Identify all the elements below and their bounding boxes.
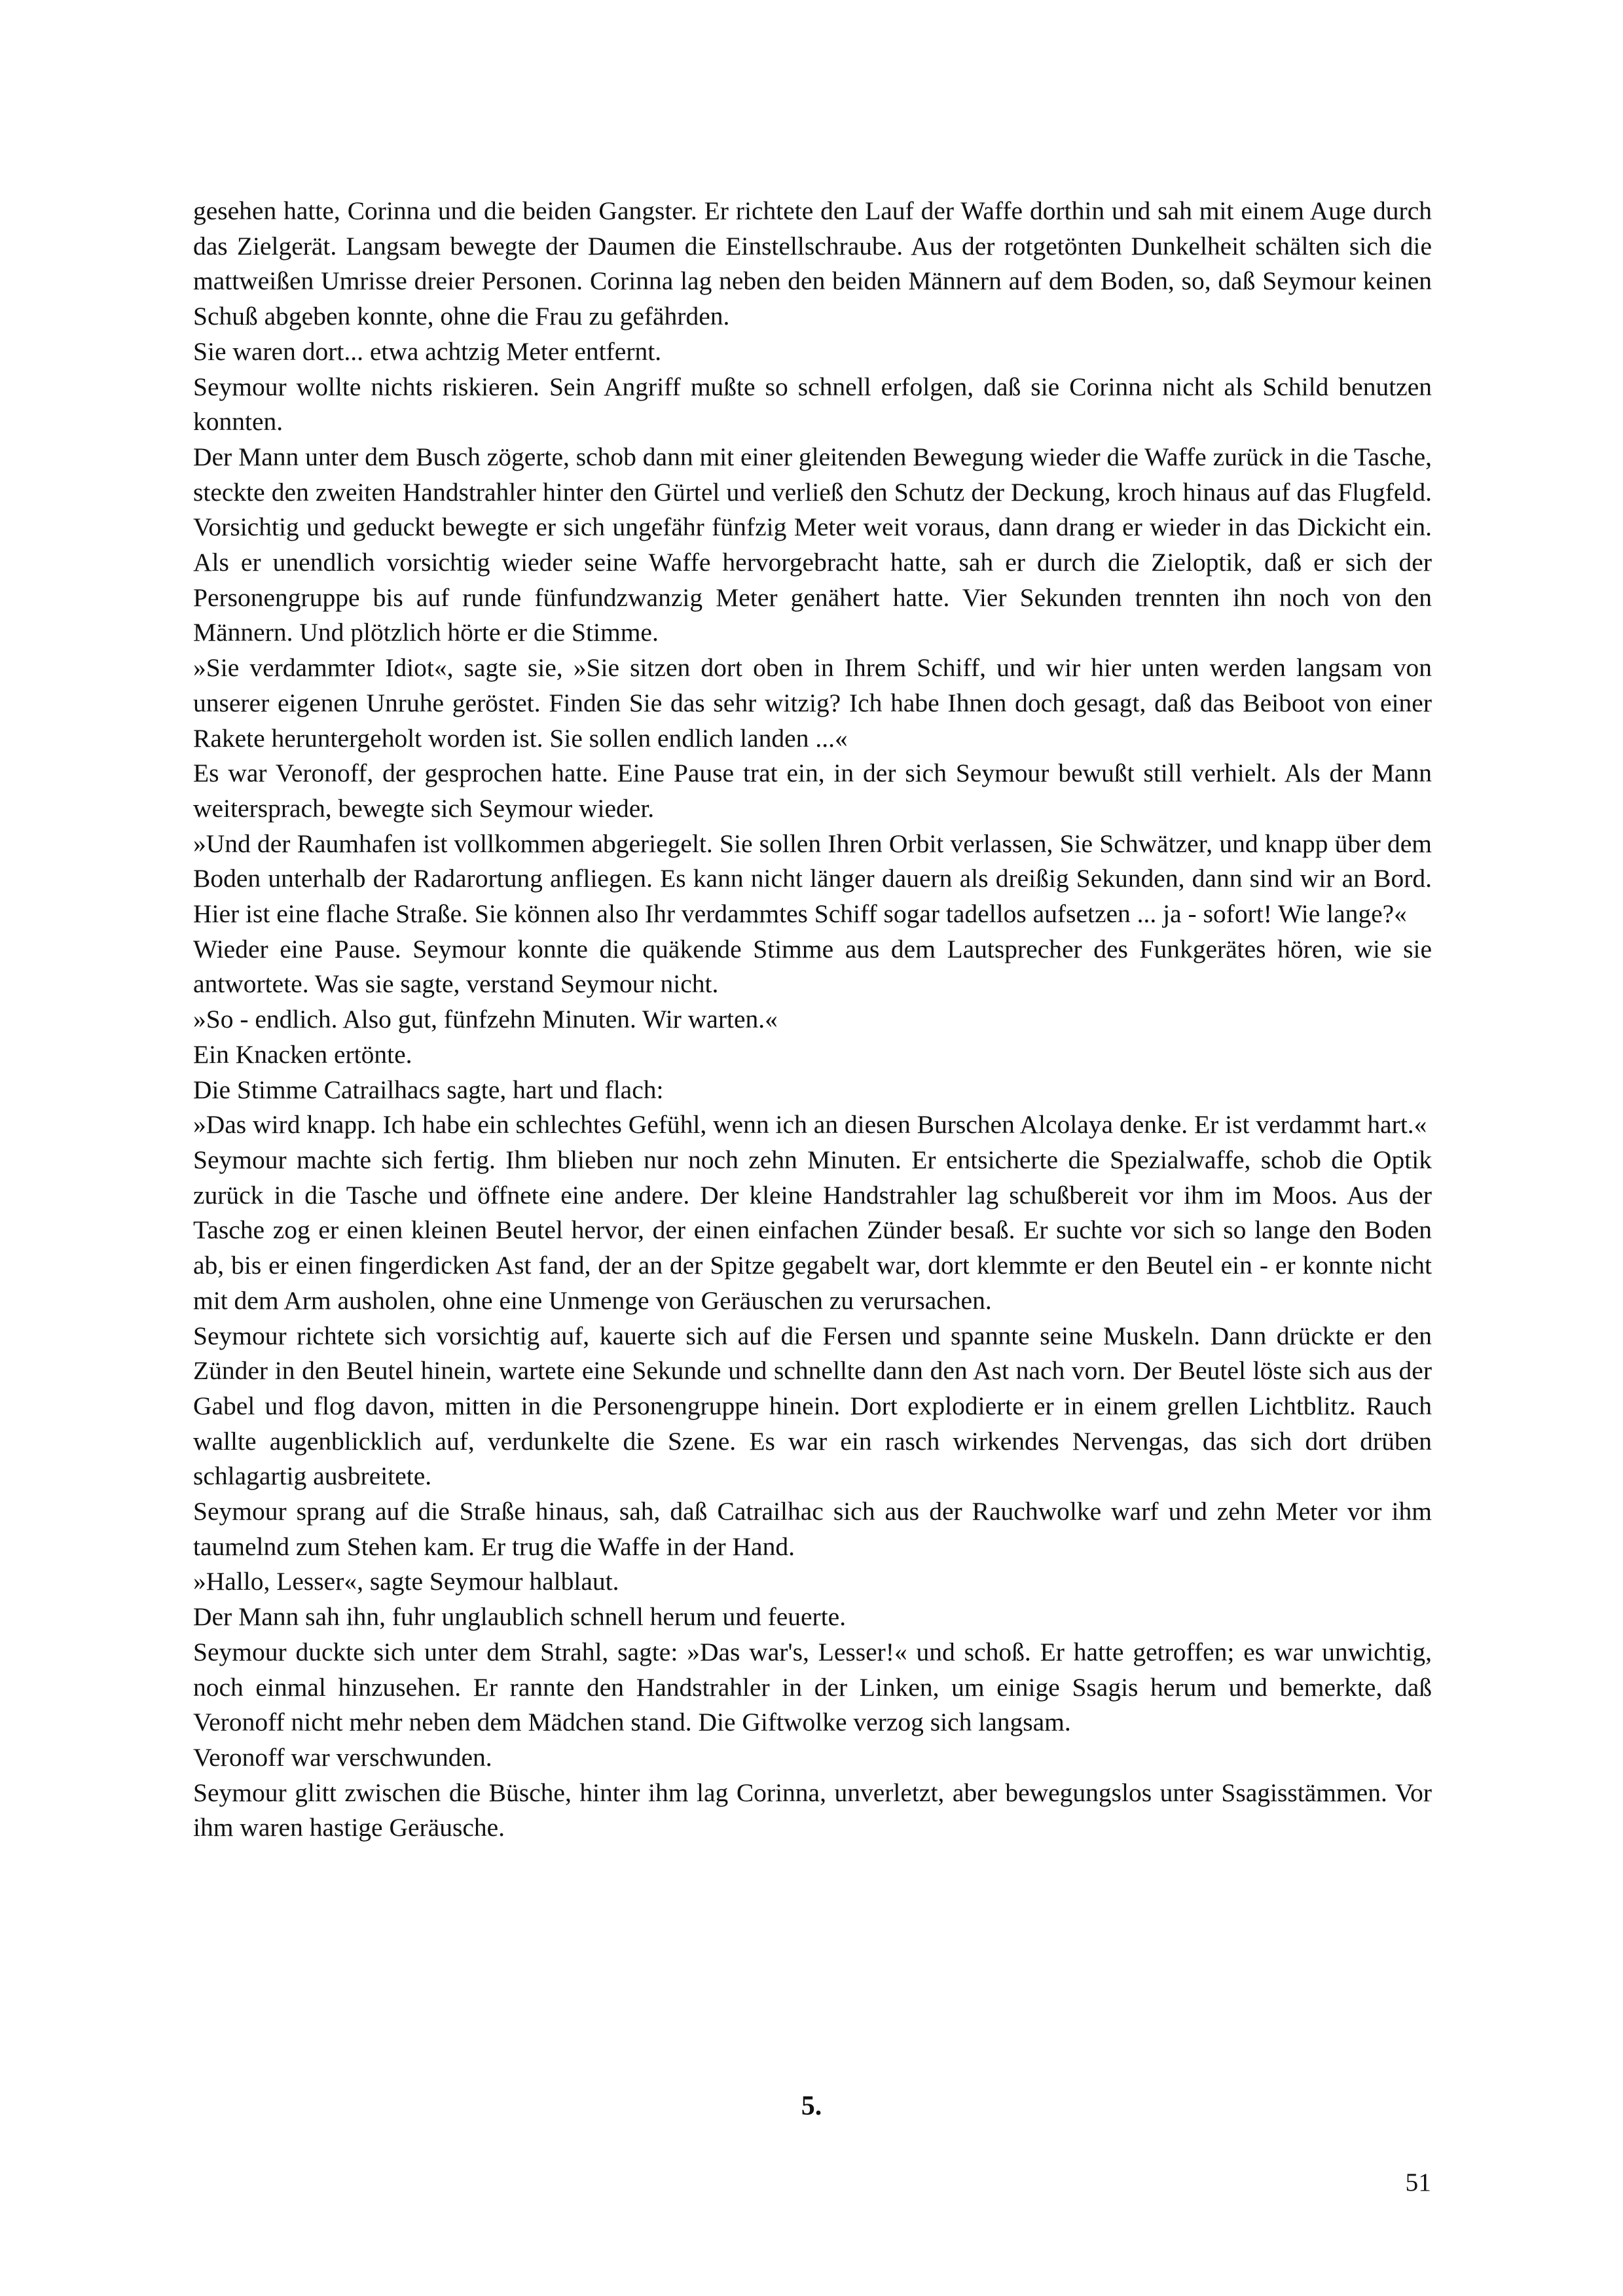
paragraph-9: »So - endlich. Also gut, fünfzehn Minuten. Wir warten.« — [193, 1005, 778, 1034]
paragraph-8: Wieder eine Pause. Seymour konnte die quäkende Stimme aus dem Lautsprecher des Funkgerätes hören, wie sie antwortete. Was sie sagte, verstand Seymour nicht. — [193, 934, 1432, 999]
paragraph-17: Der Mann sah ihn, fuhr unglaublich schnell herum und feuerte. — [193, 1602, 847, 1632]
paragraph-15: Seymour sprang auf die Straße hinaus, sah, daß Catrailhac sich aus der Rauchwolke warf und zehn Meter vor ihm taumelnd zum Stehen kam. Er trug die Waffe in der Hand. — [193, 1497, 1432, 1561]
paragraph-2: Sie waren dort... etwa achtzig Meter entfernt. — [193, 336, 662, 366]
paragraph-10: Ein Knacken ertönte. — [193, 1039, 412, 1069]
paragraph-18: Seymour duckte sich unter dem Strahl, sagte: »Das war's, Lesser!« und schoß. Er hatte getroffen; es war unwichtig, noch einmal hinzusehen. Er rannte den Handstrahler in der Linken, um einige Ssagis herum und bemerkte, daß Veronoff nicht mehr neben dem Mädchen stand. Die Giftwolke verzog sich langsam. — [193, 1637, 1432, 1737]
paragraph-20: Seymour glitt zwischen die Büsche, hinter ihm lag Corinna, unverletzt, aber bewegungslos unter Ssagisstämmen. Vor ihm waren hastige Geräusche. — [193, 1778, 1432, 1842]
paragraph-5: »Sie verdammter Idiot«, sagte sie, »Sie sitzen dort oben in Ihrem Schiff, und wir hier unten werden langsam von unserer eigenen Unruhe geröstet. Finden Sie das sehr witzig? Ich habe Ihnen doch gesagt, daß das Beiboot von einer Rakete heruntergeholt worden ist. Sie sollen endlich landen ...« — [193, 653, 1432, 753]
paragraph-1: gesehen hatte, Corinna und die beiden Gangster. Er richtete den Lauf der Waffe dorthin und sah mit einem Auge durch das Zielgerät. Langsam bewegte der Daumen die Einstellschraube. Aus der rotgetönten Dunkelheit schälten sich die mattweißen Umrisse dreier Personen. Corinna lag neben den beiden Männern auf dem Boden, so, daß Seymour keinen Schuß abgeben konnte, ohne die Frau zu gefährden. — [193, 196, 1432, 331]
paragraph-11: Die Stimme Catrailhacs sagte, hart und flach: — [193, 1075, 664, 1104]
paragraph-7: »Und der Raumhafen ist vollkommen abgeriegelt. Sie sollen Ihren Orbit verlassen, Sie Schwätzer, und knapp über dem Boden unterhalb der Radarortung anfliegen. Es kann nicht länger dauern als dreißig Sekunden, dann sind wir an Bord. Hier ist eine flache Straße. Sie können also Ihr verdammtes Schiff sogar tadellos aufsetzen ... ja - sofort! Wie lange?« — [193, 829, 1432, 929]
chapter-heading: 5. — [801, 2091, 822, 2121]
page-body — [193, 194, 1432, 1846]
paragraph-3: Seymour wollte nichts riskieren. Sein Angriff mußte so schnell erfolgen, daß sie Corinna nicht als Schild benutzen konnten. — [193, 372, 1432, 437]
paragraph-14: Seymour richtete sich vorsichtig auf, kauerte sich auf die Fersen und spannte seine Muskeln. Dann drückte er den Zünder in den Beutel hinein, wartete eine Sekunde und schnellte dann den Ast nach vorn. Der Beutel löste sich aus der Gabel und flog davon, mitten in die Personengruppe hinein. Dort explodierte er in einem grellen Lichtblitz. Rauch wallte augenblicklich auf, verdunkelte die Szene. Es war ein rasch wirkendes Nervengas, das sich dort drüben schlagartig ausbreitete. — [193, 1321, 1432, 1491]
paragraph-6: Es war Veronoff, der gesprochen hatte. Eine Pause trat ein, in der sich Seymour bewußt still verhielt. Als der Mann weitersprach, bewegte sich Seymour wieder. — [193, 759, 1432, 823]
page-number: 51 — [1405, 2168, 1431, 2197]
paragraph-13: Seymour machte sich fertig. Ihm blieben nur noch zehn Minuten. Er entsicherte die Spezialwaffe, schob die Optik zurück in die Tasche und öffnete eine andere. Der kleine Handstrahler lag schußbereit vor ihm im Moos. Aus der Tasche zog er einen kleinen Beutel hervor, der einen einfachen Zünder besaß. Er suchte vor sich so lange den Boden ab, bis er einen fingerdicken Ast fand, der an der Spitze gegabelt war, dort klemmte er den Beutel ein - er konnte nicht mit dem Arm ausholen, ohne eine Unmenge von Geräuschen zu verursachen. — [193, 1145, 1432, 1315]
paragraph-19: Veronoff war verschwunden. — [193, 1742, 492, 1772]
paragraph-12: »Das wird knapp. Ich habe ein schlechtes Gefühl, wenn ich an diesen Burschen Alcolaya denke. Er ist verdammt hart.« — [193, 1110, 1427, 1139]
paragraph-16: »Hallo, Lesser«, sagte Seymour halblaut. — [193, 1567, 619, 1596]
paragraph-4: Der Mann unter dem Busch zögerte, schob dann mit einer gleitenden Bewegung wieder die Waffe zurück in die Tasche, steckte den zweiten Handstrahler hinter den Gürtel und verließ den Schutz der Deckung, kroch hinaus auf das Flugfeld. Vorsichtig und geduckt bewegte er sich ungefähr fünfzig Meter weit voraus, dann drang er wieder in das Dickicht ein. Als er unendlich vorsichtig wieder seine Waffe hervorgebracht hatte, sah er durch die Zieloptik, daß er sich der Personengruppe bis auf runde fünfundzwanzig Meter genähert hatte. Vier Sekunden trennten ihn noch von den Männern. Und plötzlich hörte er die Stimme. — [193, 442, 1432, 647]
